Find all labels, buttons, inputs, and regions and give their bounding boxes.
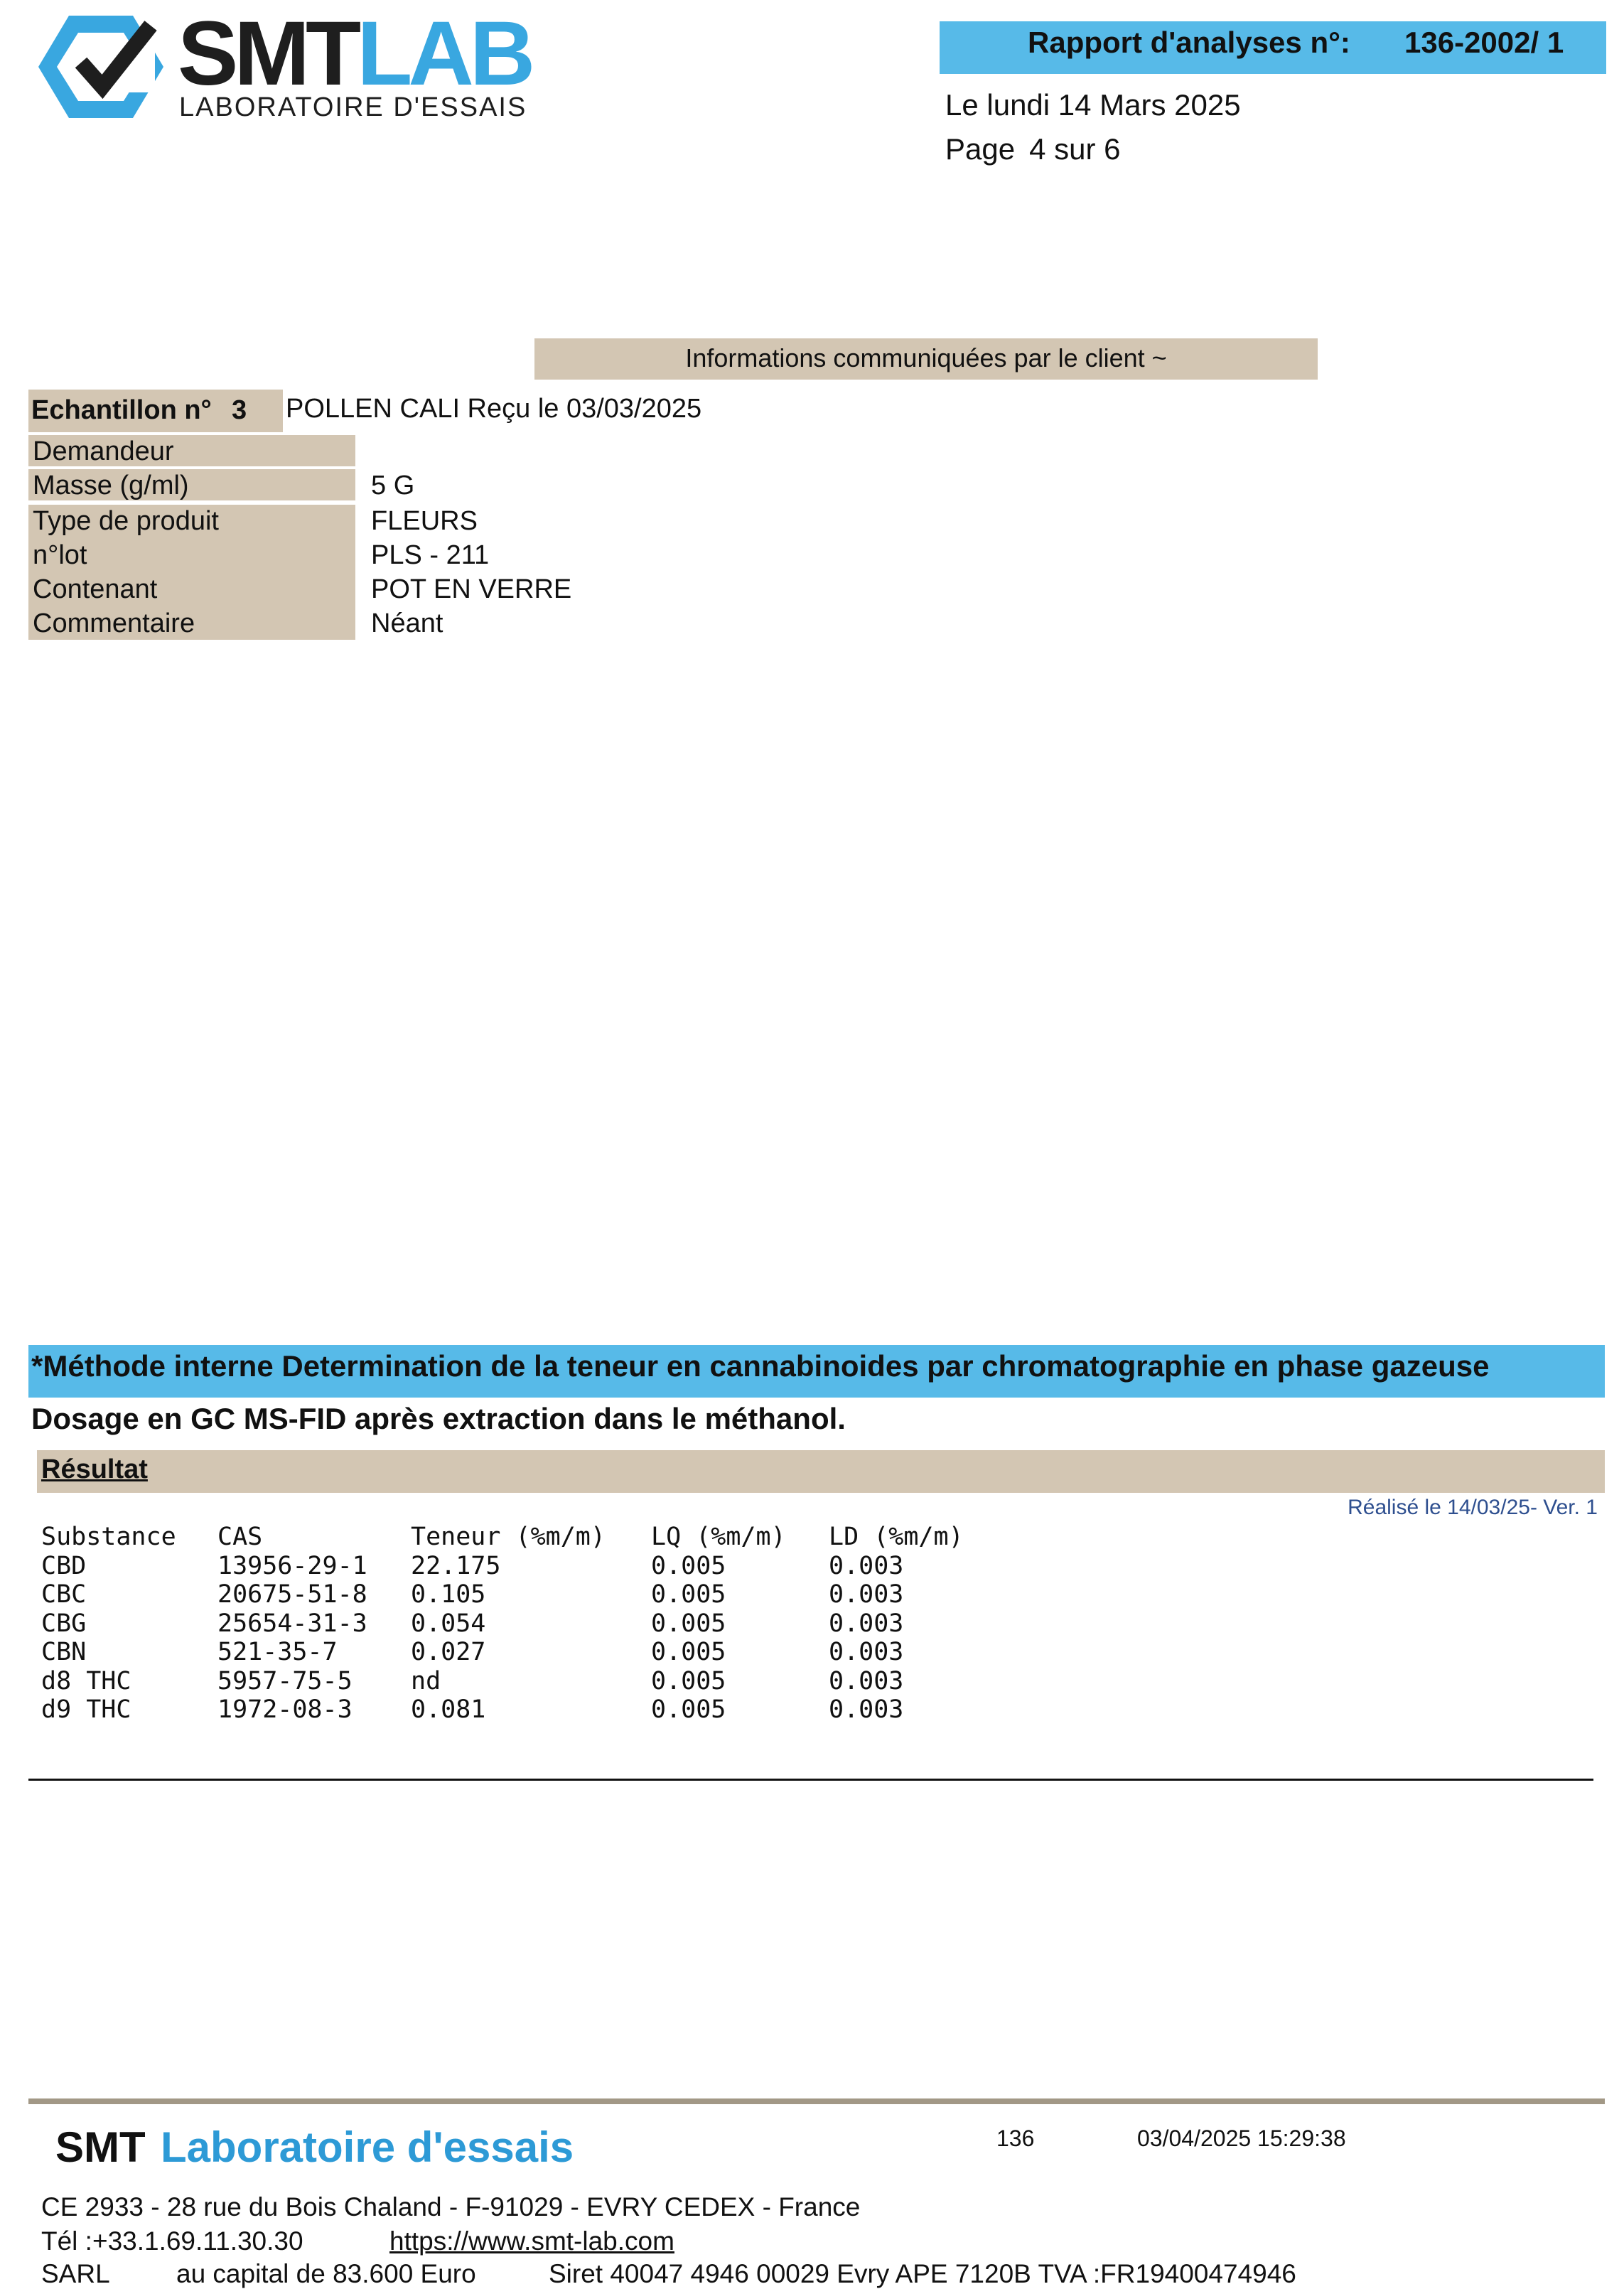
cell-cas: 20675-51-8: [217, 1580, 367, 1609]
cell-lq: 0.005: [651, 1695, 726, 1724]
footer-tel: Tél :+33.1.69.11.30.30: [41, 2226, 303, 2256]
cell-substance: CBD: [41, 1551, 87, 1580]
cell-lq: 0.005: [651, 1551, 726, 1580]
header-substance: Substance: [41, 1523, 176, 1551]
cell-substance: d8 THC: [41, 1666, 131, 1695]
cell-cas: 5957-75-5: [217, 1666, 353, 1695]
field-value-lot: PLS - 211: [371, 540, 490, 570]
logo-subtitle: LABORATOIRE D'ESSAIS: [179, 92, 527, 122]
cell-lq: 0.005: [651, 1666, 726, 1695]
cell-teneur: 22.175: [411, 1551, 501, 1580]
field-value-masse: 5 G: [371, 471, 415, 500]
cell-substance: CBC: [41, 1580, 87, 1609]
field-label-commentaire: Commentaire: [33, 609, 195, 638]
cell-ld: 0.003: [829, 1580, 904, 1609]
header-cas: CAS: [217, 1523, 263, 1551]
footer-sarl: SARL: [41, 2259, 110, 2288]
footer-capital: au capital de 83.600 Euro: [176, 2259, 476, 2288]
sample-label: Echantillon n°: [31, 395, 212, 425]
field-value-contenant: POT EN VERRE: [371, 574, 572, 604]
dosage-text: Dosage en GC MS-FID après extraction dans le méthanol.: [31, 1402, 846, 1435]
report-label: Rapport d'analyses n°:: [1028, 26, 1350, 59]
client-info-banner: Informations communiquées par le client ~: [534, 338, 1318, 380]
cell-teneur: 0.105: [411, 1580, 486, 1609]
report-page: [945, 132, 1121, 166]
realise-note: Réalisé le 14/03/25- Ver. 1: [1348, 1496, 1598, 1519]
cell-lq: 0.005: [651, 1638, 726, 1666]
page-prefix: Page: [945, 132, 1016, 166]
logo-brand-dark: SMT: [178, 3, 357, 104]
cell-substance: CBN: [41, 1638, 87, 1666]
cell-cas: 25654-31-3: [217, 1609, 367, 1638]
report-date: Le lundi 14 Mars 2025: [945, 88, 1241, 122]
report-number: 136-2002/ 1: [1404, 26, 1564, 59]
cell-ld: 0.003: [829, 1695, 904, 1724]
header-teneur: Teneur (%m/m): [411, 1523, 606, 1551]
field-label-demandeur: Demandeur: [33, 436, 174, 466]
check-hexagon-icon: [37, 13, 165, 121]
footer-company-dark: SMT: [55, 2123, 146, 2171]
footer-website-link[interactable]: https://www.smt-lab.com: [389, 2226, 674, 2256]
footer-number: 136: [996, 2126, 1035, 2151]
field-label-lot: n°lot: [33, 540, 87, 570]
cell-teneur: 0.081: [411, 1695, 486, 1724]
footer-company-light: Laboratoire d'essais: [161, 2123, 574, 2171]
sample-number: 3: [232, 395, 247, 425]
footer-address: CE 2933 - 28 rue du Bois Chaland - F-91029 - EVRY CEDEX - France: [41, 2192, 861, 2221]
cell-ld: 0.003: [829, 1666, 904, 1695]
cell-cas: 13956-29-1: [217, 1551, 367, 1580]
cell-substance: d9 THC: [41, 1695, 131, 1724]
cell-ld: 0.003: [829, 1609, 904, 1638]
header-lq: LQ (%m/m): [651, 1523, 786, 1551]
field-label-type: Type de produit: [33, 506, 219, 536]
cell-teneur: 0.027: [411, 1638, 486, 1666]
footer-rule: [28, 2098, 1605, 2104]
field-value-type: FLEURS: [371, 506, 478, 536]
cell-teneur: nd: [411, 1666, 441, 1695]
footer-siret: Siret 40047 4946 00029 Evry APE 7120B TVA :FR19400474946: [549, 2259, 1296, 2288]
footer-timestamp: 03/04/2025 15:29:38: [1137, 2126, 1346, 2151]
cell-ld: 0.003: [829, 1551, 904, 1580]
result-title: Résultat: [41, 1454, 148, 1484]
method-title: *Méthode interne Determination de la teneur en cannabinoides par chromatographie en phase gazeuse: [31, 1349, 1490, 1383]
cell-ld: 0.003: [829, 1638, 904, 1666]
logo-brand-light: LAB: [357, 3, 532, 104]
sample-description: POLLEN CALI Reçu le 03/03/2025: [286, 394, 702, 424]
cell-cas: 1972-08-3: [217, 1695, 353, 1724]
cell-lq: 0.005: [651, 1580, 726, 1609]
field-value-commentaire: Néant: [371, 609, 443, 638]
cell-lq: 0.005: [651, 1609, 726, 1638]
cell-cas: 521-35-7: [217, 1638, 338, 1666]
cell-teneur: 0.054: [411, 1609, 486, 1638]
cell-substance: CBG: [41, 1609, 87, 1638]
page-value: 4 sur 6: [1029, 132, 1121, 166]
logo-wordmark: [178, 4, 531, 104]
field-label-contenant: Contenant: [33, 574, 158, 604]
section-divider: [28, 1779, 1593, 1781]
result-bar: [37, 1450, 1605, 1493]
header-ld: LD (%m/m): [829, 1523, 964, 1551]
field-label-masse: Masse (g/ml): [33, 471, 189, 500]
